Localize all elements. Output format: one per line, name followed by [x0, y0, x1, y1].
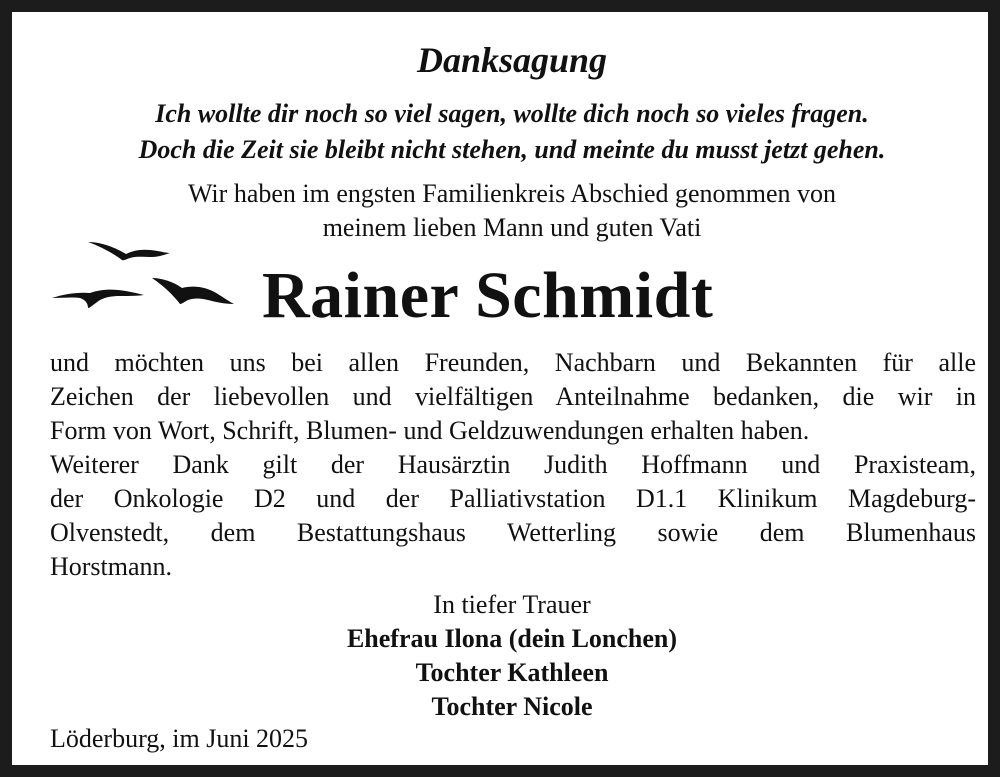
mourner-name: Tochter Nicole	[431, 692, 593, 721]
paragraph-line: Form von Wort, Schrift, Blumen- und Geldzuwendungen erhalten haben.	[50, 416, 810, 445]
poem-line: Ich wollte dir noch so viel sagen, wollte dich noch so vieles fragen.	[155, 99, 869, 128]
paragraph-line: Horstmann.	[50, 552, 173, 581]
intro-line: meinem lieben Mann und guten Vati	[322, 213, 702, 242]
thanks-paragraph	[50, 346, 976, 584]
notice-heading: Danksagung	[416, 40, 608, 80]
poem-verse	[12, 96, 1000, 168]
paragraph-line: Zeichen der liebevollen und vielfältigen Anteilnahme bedanken, die wir in	[50, 382, 976, 411]
mourners-list	[12, 622, 1000, 724]
mourning-phrase: In tiefer Trauer	[433, 590, 591, 619]
intro-line: Wir haben im engsten Familienkreis Abschied genommen von	[187, 179, 837, 208]
paragraph-line: der Onkologie D2 und der Palliativstation D1.1 Klinikum Magdeburg-	[50, 484, 976, 513]
birds-icon	[50, 234, 240, 314]
paragraph-line: Olvenstedt, dem Bestattungshaus Wetterling sowie dem Blumenhaus	[50, 518, 976, 547]
poem-line: Doch die Zeit sie bleibt nicht stehen, und meinte du musst jetzt gehen.	[138, 135, 886, 164]
mourner-name: Ehefrau Ilona (dein Lonchen)	[346, 624, 678, 653]
mourner-name: Tochter Kathleen	[415, 658, 609, 687]
place-date: Löderburg, im Juni 2025	[50, 724, 309, 753]
paragraph-line: und möchten uns bei allen Freunden, Nachbarn und Bekannten für alle	[50, 348, 976, 377]
paragraph-line: Weiterer Dank gilt der Hausärztin Judith Hoffmann und Praxisteam,	[50, 450, 976, 479]
deceased-name: Rainer Schmidt	[262, 259, 714, 332]
